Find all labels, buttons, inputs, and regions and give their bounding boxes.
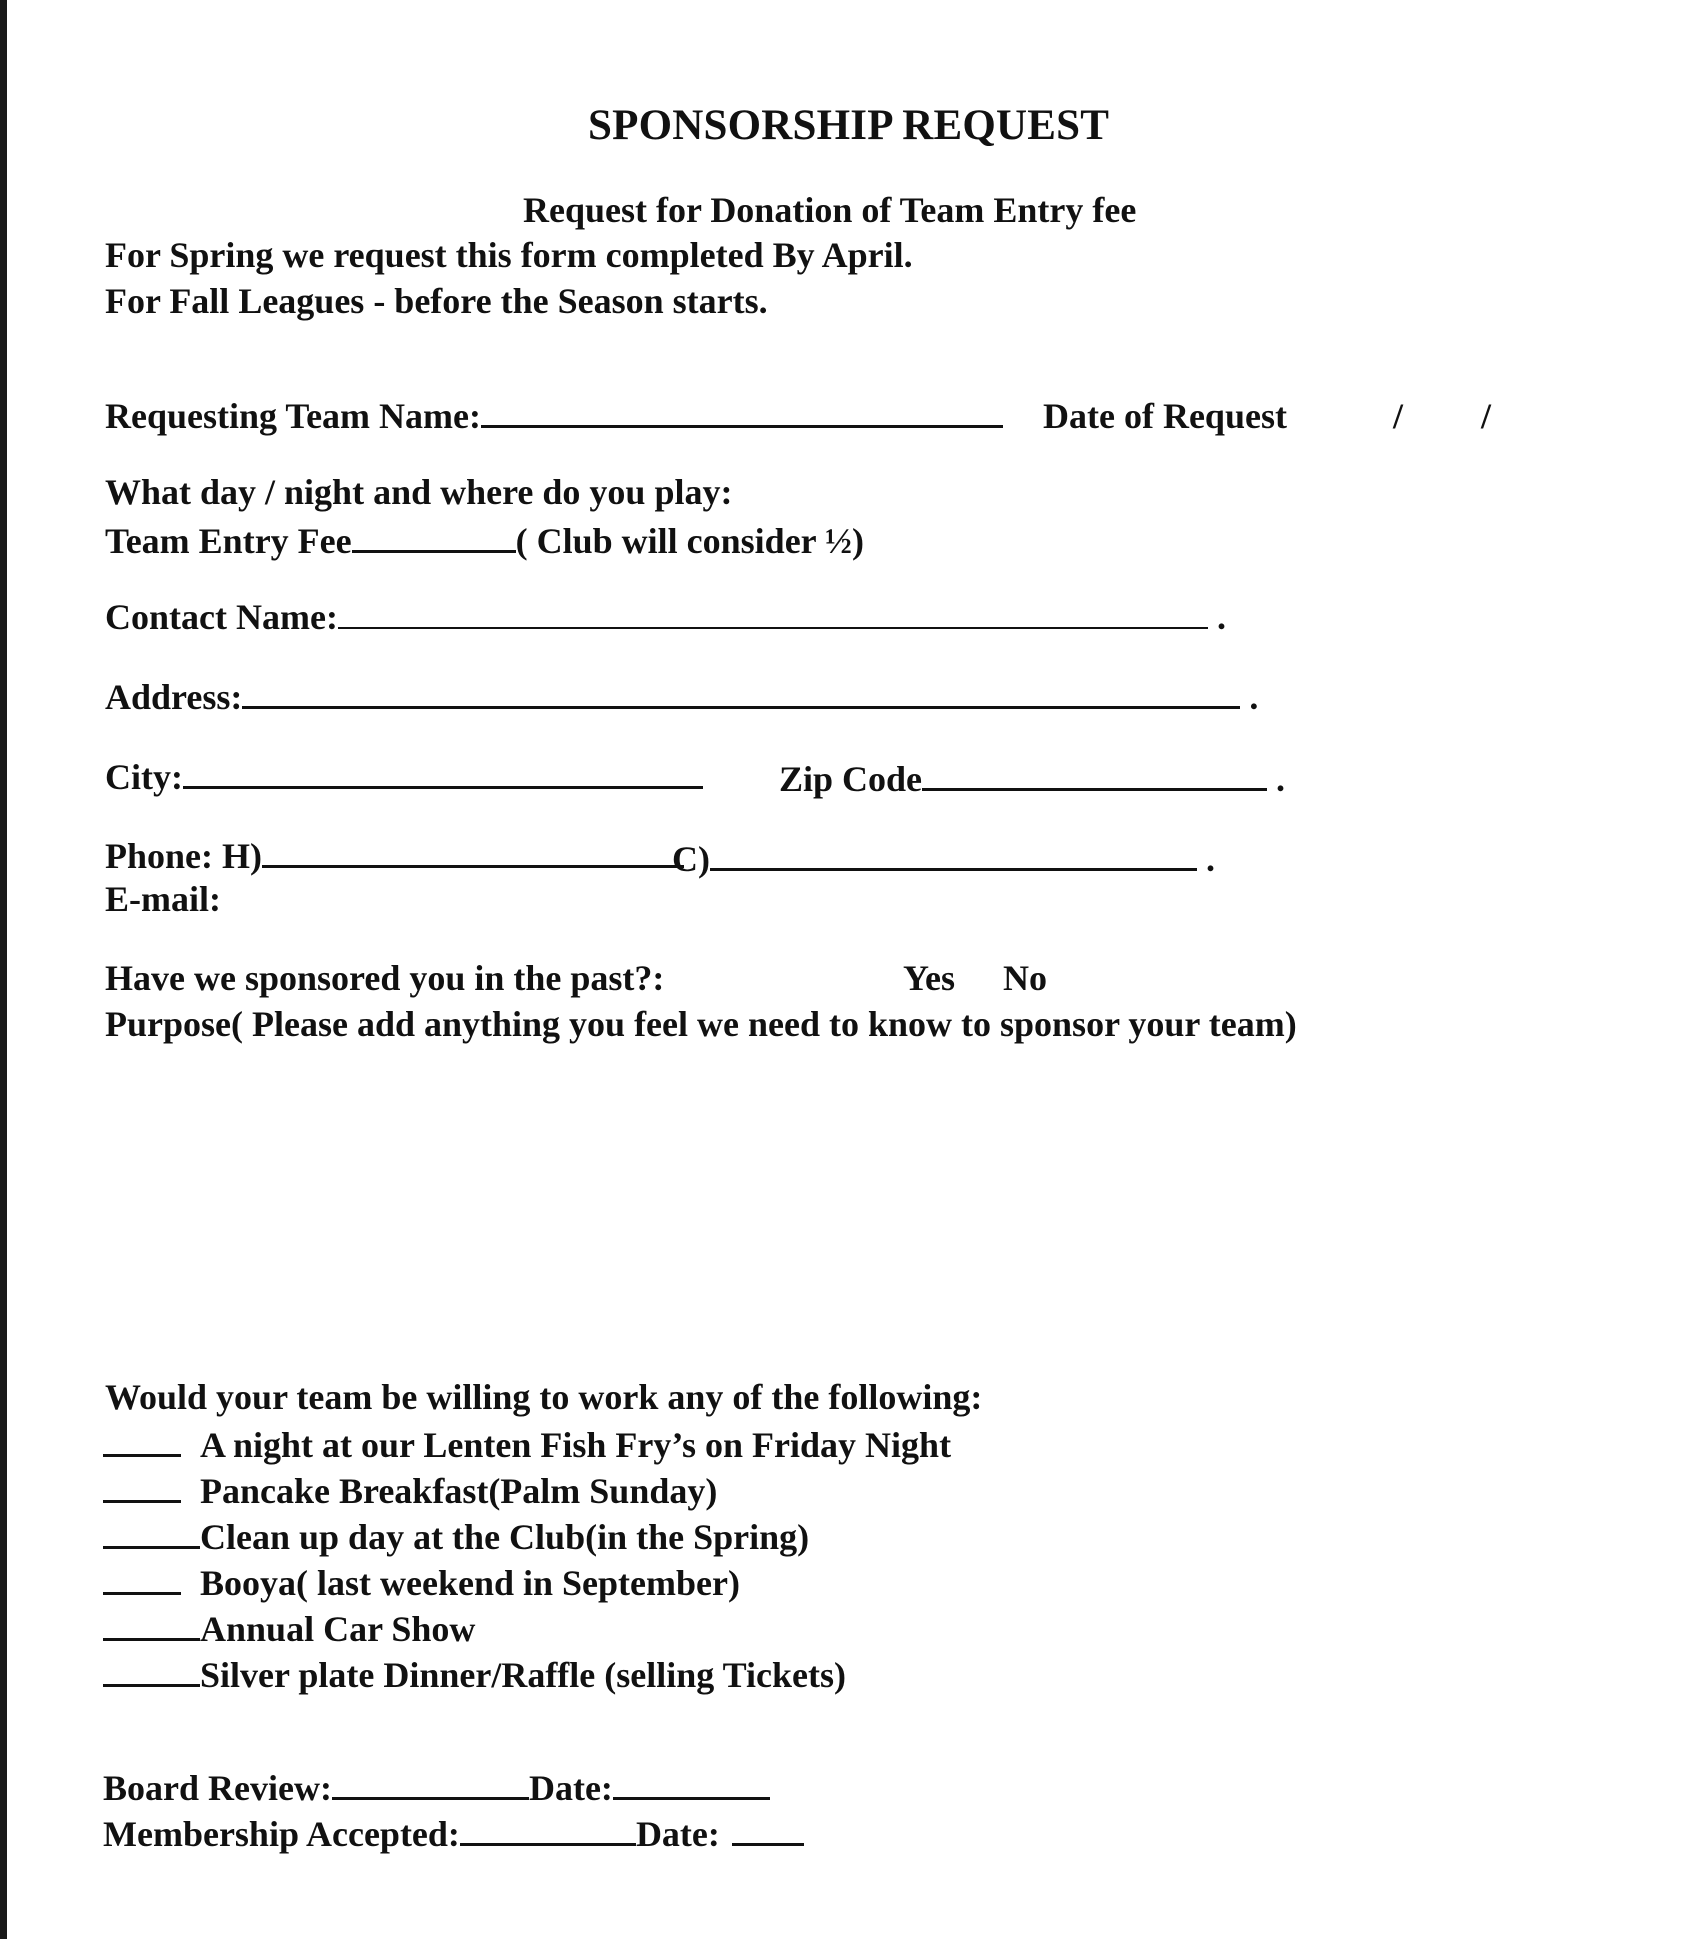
phone-cell-field[interactable] [672, 838, 1215, 877]
phone-cell-label: C) [672, 839, 710, 879]
period-mark: . [1249, 677, 1259, 717]
past-sponsor-yes[interactable]: Yes [903, 958, 955, 998]
work-item-blank[interactable] [103, 1562, 181, 1595]
board-review-field[interactable] [103, 1767, 770, 1806]
membership-label: Membership Accepted: [103, 1814, 460, 1854]
city-label: City: [105, 757, 183, 797]
play-where-label: What day / night and where do you play: [105, 472, 733, 512]
work-item-label: Booya( last weekend in September) [200, 1563, 740, 1603]
work-item-label: Pancake Breakfast(Palm Sunday) [200, 1471, 718, 1511]
zip-line[interactable] [922, 758, 1267, 791]
address-label: Address: [105, 677, 243, 717]
address-line[interactable] [242, 676, 1240, 709]
purpose-label: Purpose( Please add anything you feel we need to know to sponsor your team) [105, 1004, 1297, 1044]
entry-fee-label: Team Entry Fee [105, 521, 352, 561]
work-question: Would your team be willing to work any of the following: [105, 1377, 983, 1417]
membership-date-line[interactable] [732, 1813, 804, 1846]
work-item-label: Silver plate Dinner/Raffle (selling Tickets) [200, 1655, 846, 1695]
subtitle: Request for Donation of Team Entry fee [523, 190, 1137, 230]
board-review-line[interactable] [332, 1767, 529, 1800]
page-title: SPONSORSHIP REQUEST [588, 102, 1110, 149]
team-name-field[interactable] [105, 395, 1003, 434]
work-item-clean-up[interactable] [103, 1516, 809, 1555]
work-item-silver-plate[interactable] [103, 1654, 846, 1693]
membership-field[interactable] [103, 1813, 804, 1852]
work-item-label: Annual Car Show [200, 1609, 476, 1649]
team-name-label: Requesting Team Name: [105, 396, 481, 436]
date-of-request-label: Date of Request [1043, 396, 1287, 436]
contact-name-label: Contact Name: [105, 597, 338, 637]
period-mark: . [1276, 759, 1286, 799]
work-item-blank[interactable] [103, 1608, 200, 1641]
work-item-pancake[interactable] [103, 1470, 717, 1509]
intro-spring: For Spring we request this form completed By April. [105, 235, 913, 275]
membership-line[interactable] [460, 1813, 636, 1846]
board-review-label: Board Review: [103, 1768, 332, 1808]
contact-name-field[interactable] [105, 597, 1226, 635]
intro-fall: For Fall Leagues - before the Season starts. [105, 281, 768, 321]
work-item-car-show[interactable] [103, 1608, 475, 1647]
date-slash-1: / [1393, 396, 1404, 436]
address-field[interactable] [105, 676, 1258, 715]
phone-cell-line[interactable] [710, 838, 1197, 871]
work-item-fish-fry[interactable] [103, 1424, 951, 1463]
period-mark: . [1206, 839, 1215, 879]
city-line[interactable] [183, 756, 703, 789]
board-review-date-line[interactable] [613, 1767, 770, 1800]
past-sponsor-question: Have we sponsored you in the past?: [105, 958, 665, 998]
membership-date-label: Date: [635, 1814, 720, 1854]
contact-name-line[interactable] [338, 597, 1208, 629]
scan-edge [0, 0, 7, 1939]
entry-fee-note: ( Club will consider ½) [515, 521, 864, 561]
phone-home-label: Phone: H) [105, 836, 262, 876]
board-review-date-label: Date: [528, 1768, 613, 1808]
work-item-blank[interactable] [103, 1470, 181, 1503]
phone-home-line[interactable] [262, 835, 684, 868]
phone-home-field[interactable] [105, 835, 684, 874]
zip-label: Zip Code [779, 759, 923, 799]
entry-fee-line[interactable] [352, 520, 516, 553]
work-item-label: A night at our Lenten Fish Fry’s on Friday Night [200, 1425, 952, 1465]
zip-field[interactable] [779, 758, 1285, 797]
work-item-label: Clean up day at the Club(in the Spring) [200, 1517, 810, 1557]
entry-fee-field[interactable] [105, 520, 864, 559]
past-sponsor-no[interactable]: No [1003, 958, 1047, 998]
email-label: E-mail: [105, 879, 221, 919]
work-item-booya[interactable] [103, 1562, 740, 1601]
work-item-blank[interactable] [103, 1424, 181, 1457]
city-field[interactable] [105, 756, 703, 795]
work-item-blank[interactable] [103, 1516, 200, 1549]
date-slash-2: / [1481, 396, 1492, 436]
work-item-blank[interactable] [103, 1654, 200, 1687]
team-name-line[interactable] [481, 395, 1003, 428]
period-mark: . [1216, 597, 1226, 637]
